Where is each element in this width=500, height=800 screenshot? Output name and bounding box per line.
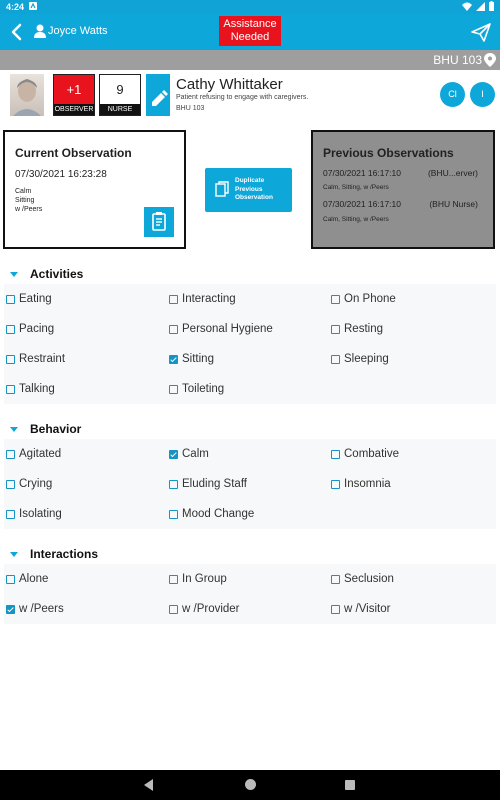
current-observation-title: Current Observation: [15, 146, 132, 160]
duplicate-label-line: Previous: [235, 185, 263, 193]
previous-observations-title: Previous Observations: [323, 146, 454, 160]
patient-unit: BHU 103: [176, 105, 205, 112]
checkbox[interactable]: [169, 575, 178, 584]
nav-home-icon[interactable]: [245, 779, 256, 790]
previous-entry[interactable]: [323, 168, 488, 178]
section-title: Behavior: [30, 422, 82, 436]
checkbox-option[interactable]: [6, 476, 52, 492]
patient-note: Patient refusing to engage with caregivers.: [176, 94, 309, 101]
status-time: 4:24: [6, 2, 25, 12]
checkbox-label: Agitated: [19, 448, 62, 460]
previous-observations-card[interactable]: [311, 130, 495, 249]
user-menu[interactable]: [34, 24, 108, 38]
checkbox-label: w /Visitor: [344, 603, 391, 615]
checkbox[interactable]: [6, 575, 15, 584]
checkbox-option[interactable]: [169, 601, 240, 617]
current-observation-items: [15, 187, 42, 214]
checkbox[interactable]: [169, 295, 178, 304]
checkbox-label: In Group: [182, 573, 227, 585]
duplicate-label-line: Duplicate: [235, 177, 265, 184]
collapse-triangle-icon: [10, 427, 18, 432]
checkbox-option[interactable]: [169, 571, 227, 587]
checkbox-option[interactable]: [331, 321, 383, 337]
checkbox-label: Personal Hygiene: [182, 323, 273, 335]
checkbox-option[interactable]: [169, 321, 273, 337]
interactions-options: [4, 564, 496, 624]
list-item: Calm: [15, 188, 32, 195]
checkbox-label: w /Peers: [19, 603, 64, 615]
checkbox[interactable]: [331, 295, 340, 304]
checkbox[interactable]: [331, 325, 340, 334]
current-observation-card: [3, 130, 186, 249]
checkbox[interactable]: [331, 355, 340, 364]
checkbox[interactable]: [6, 450, 15, 459]
checkbox-option[interactable]: [331, 351, 389, 367]
current-observation-timestamp: 07/30/2021 16:23:28: [15, 169, 107, 180]
nurse-label: NURSE: [100, 104, 140, 115]
checkbox-option[interactable]: [169, 446, 209, 462]
checkbox[interactable]: [6, 605, 15, 614]
checkbox-label: w /Provider: [182, 603, 240, 615]
checkbox-option[interactable]: [169, 506, 254, 522]
checkbox[interactable]: [6, 355, 15, 364]
checkbox-label: Interacting: [182, 293, 236, 305]
checkbox[interactable]: [169, 355, 178, 364]
checkbox-label: Sleeping: [344, 353, 389, 365]
checkbox-label: Crying: [19, 478, 53, 490]
checkbox-option[interactable]: [169, 381, 224, 397]
duplicate-button-label: [235, 177, 273, 203]
previous-entry-timestamp: 07/30/2021 16:17:10: [323, 168, 401, 178]
assistance-needed-button[interactable]: Assistance Needed: [219, 16, 281, 46]
previous-entry-source: (BHU Nurse): [429, 199, 478, 209]
duplicate-previous-observation-button[interactable]: [205, 168, 292, 212]
collapse-triangle-icon: [10, 272, 18, 277]
checkbox-option[interactable]: [169, 291, 236, 307]
checkbox-label: Resting: [344, 323, 383, 335]
checkbox-option[interactable]: [169, 351, 214, 367]
unit-bar: [0, 50, 500, 70]
nav-back-icon[interactable]: [144, 779, 153, 791]
checkbox-option[interactable]: [6, 446, 61, 462]
checkbox-label: Restraint: [19, 353, 66, 365]
collapse-triangle-icon: [10, 552, 18, 557]
checkbox[interactable]: [169, 605, 178, 614]
checkbox-label: Alone: [19, 573, 49, 585]
signal-icon: [476, 2, 485, 11]
person-icon: [34, 24, 46, 38]
checkbox-label: Talking: [19, 383, 55, 395]
edit-patient-button[interactable]: [146, 74, 170, 116]
checkbox-label: Eating: [19, 293, 52, 305]
clipboard-icon: [144, 207, 174, 237]
checkbox-option[interactable]: [6, 321, 54, 337]
observer-score-value: +1: [66, 82, 82, 97]
checkbox-label: Mood Change: [182, 508, 255, 520]
observer-label: OBSERVER: [54, 106, 94, 113]
patient-badge-i[interactable]: I: [470, 82, 495, 107]
checkbox[interactable]: [169, 480, 178, 489]
checkbox[interactable]: [331, 575, 340, 584]
patient-header: [0, 70, 500, 120]
checkbox[interactable]: [6, 325, 15, 334]
checkbox-label: Pacing: [19, 323, 55, 335]
list-item: Sitting: [15, 197, 35, 204]
checkbox[interactable]: [169, 510, 178, 519]
checkbox[interactable]: [169, 385, 178, 394]
copy-icon: [215, 181, 229, 197]
checkbox-option[interactable]: [6, 506, 62, 522]
checkbox[interactable]: [169, 450, 178, 459]
checkbox-label: Combative: [344, 448, 399, 460]
checkbox-option[interactable]: [331, 476, 391, 492]
checkbox-option[interactable]: [6, 601, 64, 617]
checkbox[interactable]: [6, 480, 15, 489]
patient-name: Cathy Whittaker: [176, 76, 283, 93]
checkbox-option[interactable]: [331, 601, 390, 617]
checkbox-label: On Phone: [344, 293, 396, 305]
previous-entry-items: Calm, Sitting, w /Peers: [323, 184, 389, 191]
activities-section-header[interactable]: [10, 266, 83, 282]
section-title: Interactions: [30, 547, 99, 561]
checkbox[interactable]: [6, 510, 15, 519]
checkbox[interactable]: [6, 385, 15, 394]
observer-score[interactable]: [53, 74, 95, 116]
battery-icon: [489, 1, 494, 11]
checkbox-option[interactable]: [331, 291, 396, 307]
checkbox-label: Isolating: [19, 508, 62, 520]
checkbox-option[interactable]: [6, 571, 48, 587]
checkbox-label: Insomnia: [344, 478, 391, 490]
nav-recents-icon[interactable]: [345, 780, 355, 790]
checkbox[interactable]: [331, 605, 340, 614]
patient-avatar: [10, 74, 44, 116]
interactions-section-header[interactable]: [10, 546, 98, 562]
nurse-score-value: 9: [116, 82, 124, 97]
location-pin-icon[interactable]: [484, 53, 496, 67]
checkbox-option[interactable]: [6, 381, 55, 397]
user-name: Joyce Watts: [48, 25, 108, 37]
checkbox-label: Toileting: [182, 383, 225, 395]
checkbox-label: Sitting: [182, 353, 214, 365]
checkbox[interactable]: [331, 450, 340, 459]
send-icon[interactable]: [470, 21, 492, 43]
wifi-icon: [462, 2, 472, 11]
checkbox[interactable]: [331, 480, 340, 489]
checkbox-label: Eluding Staff: [182, 478, 248, 490]
checkbox-option[interactable]: [331, 571, 394, 587]
previous-entry-timestamp: 07/30/2021 16:17:10: [323, 199, 401, 209]
status-bar: [0, 0, 500, 14]
pencil-icon: [146, 74, 170, 116]
checkbox[interactable]: [6, 295, 15, 304]
nurse-score[interactable]: [99, 74, 141, 116]
checkbox-label: Seclusion: [344, 573, 394, 585]
back-arrow-icon[interactable]: [6, 21, 28, 43]
previous-entry-source: (BHU...erver): [427, 168, 478, 178]
unit-label: BHU 103: [433, 53, 482, 67]
clipboard-button[interactable]: [144, 207, 174, 237]
checkbox-option[interactable]: [6, 351, 65, 367]
previous-entry[interactable]: [323, 199, 488, 209]
checkbox[interactable]: [169, 325, 178, 334]
checkbox-option[interactable]: [6, 291, 52, 307]
previous-entry-items: Calm, Sitting, w /Peers: [323, 216, 389, 223]
patient-badge-cl[interactable]: Cl: [440, 82, 465, 107]
behavior-section-header[interactable]: [10, 421, 81, 437]
system-navigation-bar: [0, 770, 500, 800]
checkbox-option[interactable]: [331, 446, 399, 462]
list-item: w /Peers: [15, 206, 43, 213]
duplicate-label-line: Observation: [235, 194, 273, 201]
section-title: Activities: [30, 267, 84, 281]
checkbox-option[interactable]: [169, 476, 247, 492]
notification-icon: [28, 1, 38, 11]
activities-options: [4, 284, 496, 404]
system-icons: [462, 1, 494, 11]
checkbox-label: Calm: [182, 448, 209, 460]
